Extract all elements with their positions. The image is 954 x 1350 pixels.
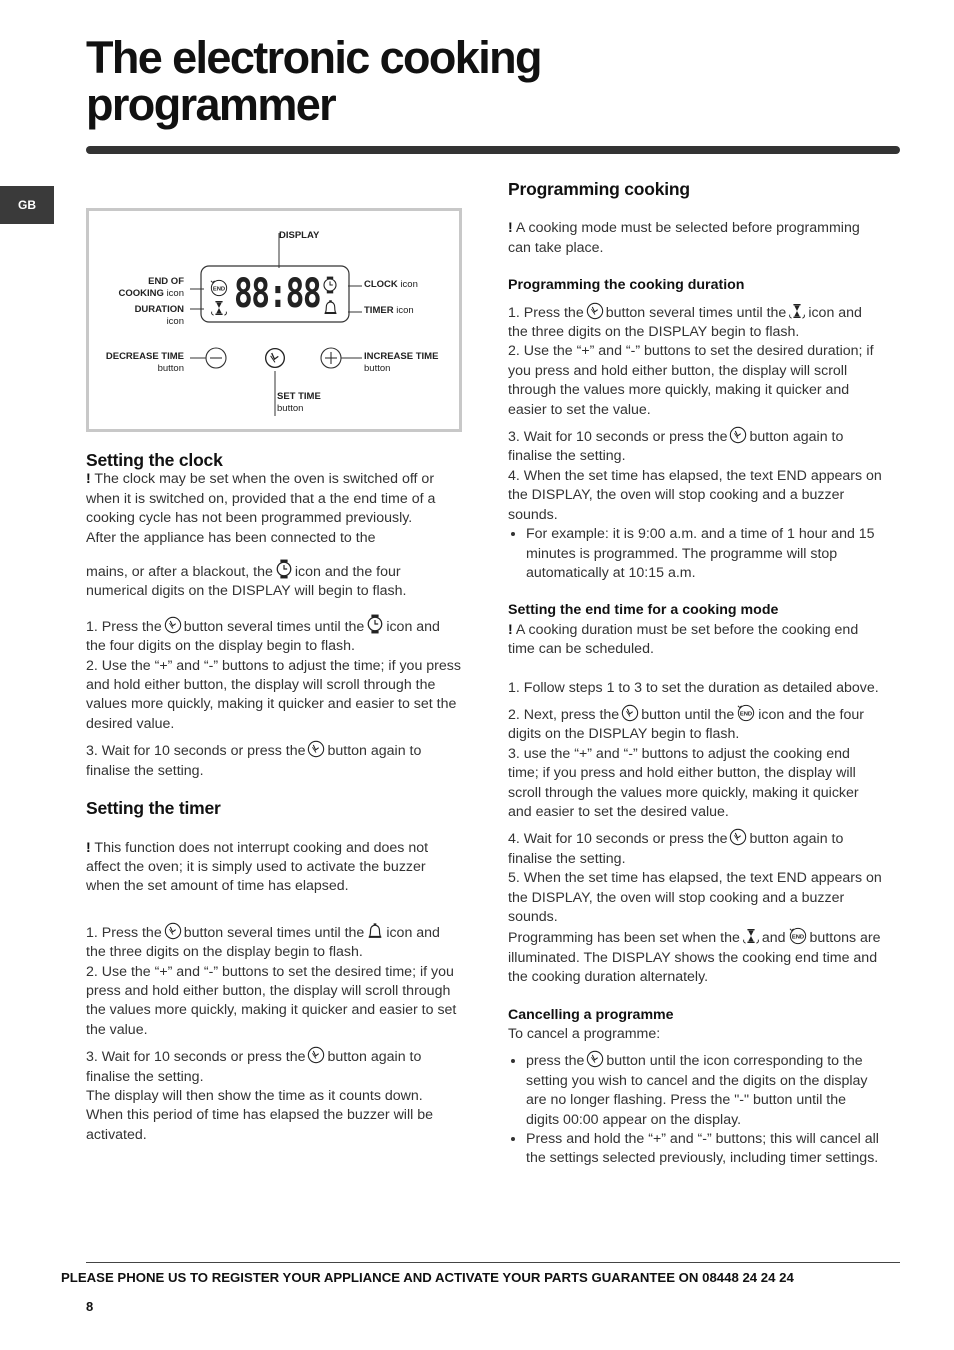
footer-rule bbox=[86, 1262, 900, 1263]
programming-note: ! A cooking mode must be selected before programming can take place. bbox=[508, 220, 860, 256]
set-time-icon bbox=[307, 740, 325, 758]
decrease-time-label: DECREASE TIME button bbox=[105, 351, 184, 374]
page-title-line-1: The electronic cooking bbox=[86, 32, 541, 83]
clock-step-1: 1. Press the button several times until the icon and the four digits on the display begin to flash. bbox=[86, 614, 463, 657]
clock-icon bbox=[275, 559, 293, 579]
setting-timer-heading: Setting the timer bbox=[86, 798, 221, 819]
clock-intro: After the appliance has been connected to the bbox=[86, 529, 376, 546]
end-time-heading: Setting the end time for a cooking mode bbox=[508, 602, 779, 619]
clock-intro-2: mains, or after a blackout, the icon and the four numerical digits on the DISPLAY will begin to flash. bbox=[86, 559, 463, 602]
clock-icon bbox=[366, 614, 384, 634]
hourglass-icon bbox=[788, 302, 806, 320]
cancelling-heading: Cancelling a programme bbox=[508, 1006, 674, 1023]
set-time-icon bbox=[586, 1050, 604, 1068]
set-time-button[interactable] bbox=[266, 349, 285, 368]
duration-step-3: 3. Wait for 10 seconds or press the button again to finalise the setting. bbox=[508, 426, 883, 467]
set-time-icon bbox=[586, 302, 604, 320]
cancel-intro: To cancel a programme: bbox=[508, 1026, 661, 1043]
clock-step-2: 2. Use the “+” and “-” buttons to adjust the time; if you press and hold either button, the display will scroll through the values more quickly, making it quicker and easier to set the desired value. bbox=[86, 657, 461, 732]
end-time-note: ! A cooking duration must be set before the cooking end time can be scheduled. bbox=[508, 621, 859, 658]
end-step-1: 1. Follow steps 1 to 3 to set the duration as detailed above. bbox=[508, 679, 879, 696]
title-rule bbox=[86, 146, 900, 154]
set-time-label: SET TIME button bbox=[277, 391, 321, 414]
clock-step-3: 3. Wait for 10 seconds or press the button again to finalise the setting. bbox=[86, 740, 463, 781]
end-step-5: 5. When the set time has elapsed, the text END appears on the DISPLAY, the oven will stop cooking and a buzzer sounds. bbox=[508, 870, 882, 925]
set-time-icon bbox=[621, 704, 639, 722]
list-item: • press the button until the icon corresponding to the setting you wish to cancel and the digits on the display are no longer flashing. Press the "-" button until the digits 00:00 appear on the display. bbox=[526, 1050, 883, 1130]
timer-step-3: 3. Wait for 10 seconds or press the button again to finalise the setting. bbox=[86, 1046, 463, 1087]
list-item: • For example: it is 9:00 a.m. and a time of 1 hour and 15 minutes is programmed. The programme will stop automatically at 10:15 a.m. bbox=[526, 525, 883, 583]
increase-time-label: INCREASE TIME button bbox=[364, 351, 439, 374]
duration-label: DURATION icon bbox=[134, 304, 184, 327]
lcd-digits: 88:88 bbox=[234, 271, 321, 317]
cooking-duration-heading: Programming the cooking duration bbox=[508, 277, 745, 294]
set-time-icon bbox=[729, 426, 747, 444]
clock-label: CLOCK icon bbox=[364, 279, 418, 290]
list-item: • Press and hold the “+” and “-” buttons; this will cancel all the settings selected previously, including timer settings. bbox=[526, 1130, 883, 1169]
duration-step-4: 4. When the set time has elapsed, the text END appears on the DISPLAY, the oven will stop cooking and a buzzer sounds. bbox=[508, 467, 882, 523]
left-column bbox=[86, 451, 463, 1145]
timer-step-2: 2. Use the “+” and “-” buttons to set the desired time; if you press and hold either button, the display will scroll through the values more quickly, making it quicker and easier to set the value. bbox=[86, 963, 457, 1038]
right-column bbox=[508, 180, 883, 1169]
timer-label: TIMER icon bbox=[364, 305, 414, 316]
setting-clock-heading: Setting the clock bbox=[86, 450, 223, 470]
end-of-cooking-label: END OF COOKING icon bbox=[118, 276, 184, 299]
timer-bell-icon bbox=[325, 300, 337, 313]
clock-icon bbox=[324, 277, 336, 294]
page-title bbox=[86, 34, 786, 128]
end-step-6: Programming has been set when the and buttons are illuminated. The DISPLAY shows the cooking end time and the cooking duration alternately. bbox=[508, 927, 883, 987]
set-time-icon bbox=[164, 922, 182, 940]
set-time-icon bbox=[164, 616, 182, 634]
duration-example-list bbox=[508, 525, 883, 583]
hourglass-icon bbox=[212, 302, 227, 316]
end-step-2: 2. Next, press the button until the icon and the four digits on the DISPLAY begin to flash. bbox=[508, 704, 883, 745]
timer-step-1: 1. Press the button several times until the icon and the three digits on the display begin to flash. bbox=[86, 922, 463, 963]
page-title-line-2: programmer bbox=[86, 79, 336, 130]
cancel-list bbox=[508, 1050, 883, 1168]
end-icon bbox=[211, 280, 227, 295]
footer-text: PLEASE PHONE US TO REGISTER YOUR APPLIANCE AND ACTIVATE YOUR PARTS GUARANTEE ON 08448 24 24 24 bbox=[61, 1270, 794, 1285]
page-number: 8 bbox=[86, 1299, 94, 1314]
hourglass-icon bbox=[742, 927, 760, 945]
end-step-3: 3. use the “+” and “-” buttons to adjust the cooking end time; if you press and hold either button, the display will scroll through the values more quickly, making it quicker and easier to set the desired value. bbox=[508, 745, 859, 820]
duration-step-1: 1. Press the button several times until the icon and the three digits on the DISPLAY begin to flash. bbox=[508, 302, 883, 343]
duration-step-2: 2. Use the “+” and “-” buttons to set the desired duration; if you press and hold either button, the display will scroll through the values more quickly, making it quicker and easier to set the value. bbox=[508, 343, 874, 418]
set-time-icon bbox=[729, 828, 747, 846]
display-label: DISPLAY bbox=[279, 230, 320, 241]
end-icon bbox=[736, 704, 756, 722]
timer-bell-icon bbox=[366, 922, 384, 940]
timer-note: ! This function does not interrupt cooking and does not affect the oven; it is simply used to activate the buzzer when the set amount of time has elapsed. bbox=[86, 839, 429, 895]
set-time-icon bbox=[307, 1046, 325, 1064]
clock-note: ! The clock may be set when the oven is switched off or when it is switched on, provided that a the end time of a cooking cycle has not been programmed previously. bbox=[86, 471, 436, 527]
end-step-4: 4. Wait for 10 seconds or press the button again to finalise the setting. bbox=[508, 828, 883, 869]
end-icon bbox=[788, 927, 808, 945]
timer-end-text: The display will then show the time as it counts down. When this period of time has elapsed the buzzer will be activated. bbox=[86, 1087, 433, 1143]
programming-cooking-heading: Programming cooking bbox=[508, 179, 690, 199]
language-tab: GB bbox=[0, 186, 54, 224]
programmer-diagram bbox=[86, 208, 462, 432]
